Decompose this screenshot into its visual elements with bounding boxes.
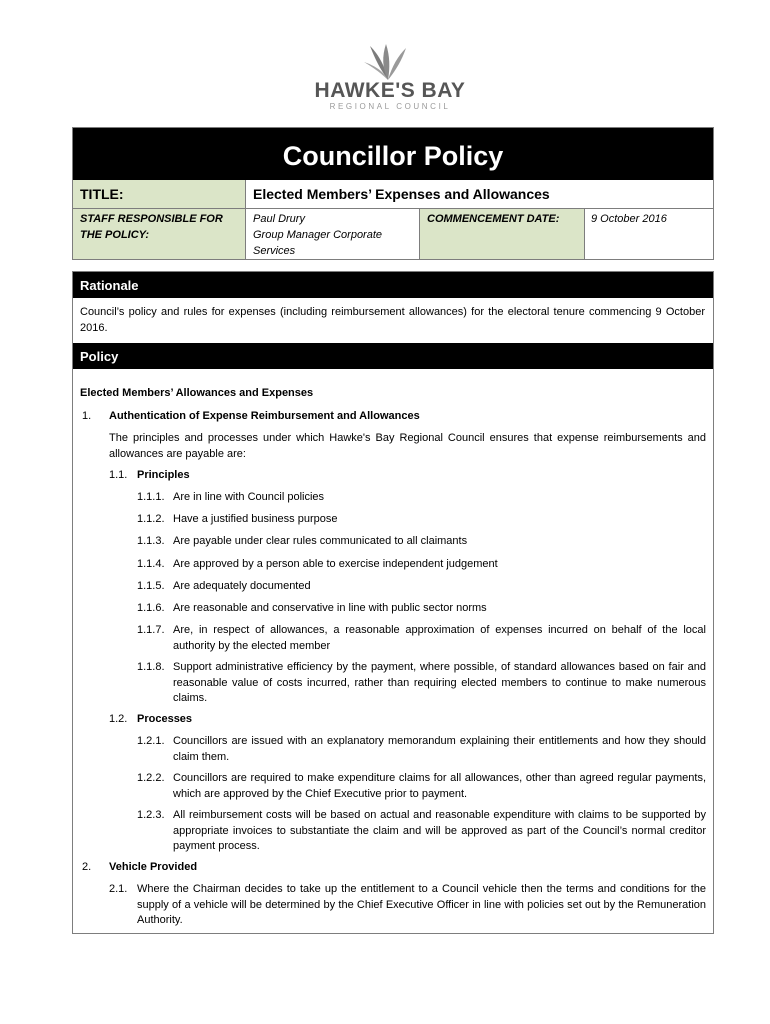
item-number: 1.1.5. <box>137 580 165 592</box>
principle-item: Support administrative efficiency by the payment, where possible, of standard allowances based on fair and reasonable value of costs incurred, rather than requiring elected members to continue to make numerous claims. <box>173 661 706 704</box>
item-number: 1.2.3. <box>137 809 165 821</box>
item-number: 1.1.7. <box>137 624 165 636</box>
section-1-title: Authentication of Expense Reimbursement and Allowances <box>109 410 420 422</box>
staff-cell <box>246 209 420 259</box>
rationale-text: Council’s policy and rules for expenses (including reimbursement allowances) for the electoral tenure commencing 9 October 2016. <box>80 306 705 334</box>
principle-item: Are adequately documented <box>173 580 311 592</box>
hbrc-logo <box>300 44 480 110</box>
section-1-1-title: Principles <box>137 469 190 481</box>
item-number: 1.2.1. <box>137 735 165 747</box>
policy-body <box>72 271 714 934</box>
logo-subtitle: REGIONAL COUNCIL <box>329 102 451 111</box>
item-number: 1.2.2. <box>137 772 165 784</box>
commencement-value: 9 October 2016 <box>591 213 667 225</box>
item-number: 2.1. <box>109 883 128 895</box>
item-number: 1.1.2. <box>137 513 165 525</box>
policy-banner: Councillor Policy <box>73 128 713 180</box>
section-2-title: Vehicle Provided <box>109 861 198 873</box>
title-value: Elected Members’ Expenses and Allowances <box>246 180 713 209</box>
leaf-mark-icon <box>348 44 428 84</box>
principle-item: Are in line with Council policies <box>173 491 325 503</box>
principle-item: Are payable under clear rules communicated to all claimants <box>173 535 468 547</box>
section-1-2-title: Processes <box>137 713 193 725</box>
process-item: Councillors are required to make expenditure claims for all allowances, other than agreed regular payments, which are approved by the Chief Executive prior to payment. <box>173 772 706 800</box>
item-number: 1.1.8. <box>137 661 165 673</box>
rationale-heading: Rationale <box>73 272 713 298</box>
principle-item: Are approved by a person able to exercise independent judgement <box>173 558 498 570</box>
item-number: 1.1.1. <box>137 491 165 503</box>
principle-item: Are reasonable and conservative in line with public sector norms <box>173 602 487 614</box>
section-1-1-number: 1.1. <box>109 469 128 481</box>
staff-label: STAFF RESPONSIBLE FOR THE POLICY: <box>73 209 246 259</box>
staff-name: Paul Drury <box>253 213 305 225</box>
item-number: 1.1.3. <box>137 535 165 547</box>
title-label: TITLE: <box>73 180 246 209</box>
item-number: 1.1.6. <box>137 602 165 614</box>
logo-name: HAWKE'S BAY <box>314 79 466 102</box>
staff-role: Group Manager Corporate Services <box>253 229 383 257</box>
policy-heading: Policy <box>73 343 713 369</box>
principle-item: Are, in respect of allowances, a reasonable approximation of expenses incurred on behalf of the local authority by the elected member <box>173 624 706 652</box>
policy-header-table <box>72 127 714 260</box>
vehicle-item: Where the Chairman decides to take up the entitlement to a Council vehicle then the terms and conditions for the supply of a vehicle will be determined by the Chief Executive Officer in line with policies set out by the Remuneration Authority. <box>137 883 706 926</box>
process-item: Councillors are issued with an explanatory memorandum explaining their entitlements and how they should claim them. <box>173 735 706 763</box>
item-number: 1.1.4. <box>137 558 165 570</box>
principle-item: Have a justified business purpose <box>173 513 338 525</box>
commencement-label: COMMENCEMENT DATE: <box>420 209 585 259</box>
section-1-intro: The principles and processes under which Hawke's Bay Regional Council ensures that expense reimbursements and allowances are payable are: <box>109 432 706 460</box>
process-item: All reimbursement costs will be based on actual and reasonable expenditure with claims to be supported by appropriate invoices to substantiate the claim and will be approved as part of the Council’s normal creditor payment process. <box>173 809 706 852</box>
section-2-number: 2. <box>82 861 92 873</box>
section-1-2-number: 1.2. <box>109 713 128 725</box>
section-1-number: 1. <box>82 410 92 422</box>
policy-subheading: Elected Members’ Allowances and Expenses <box>80 387 314 399</box>
